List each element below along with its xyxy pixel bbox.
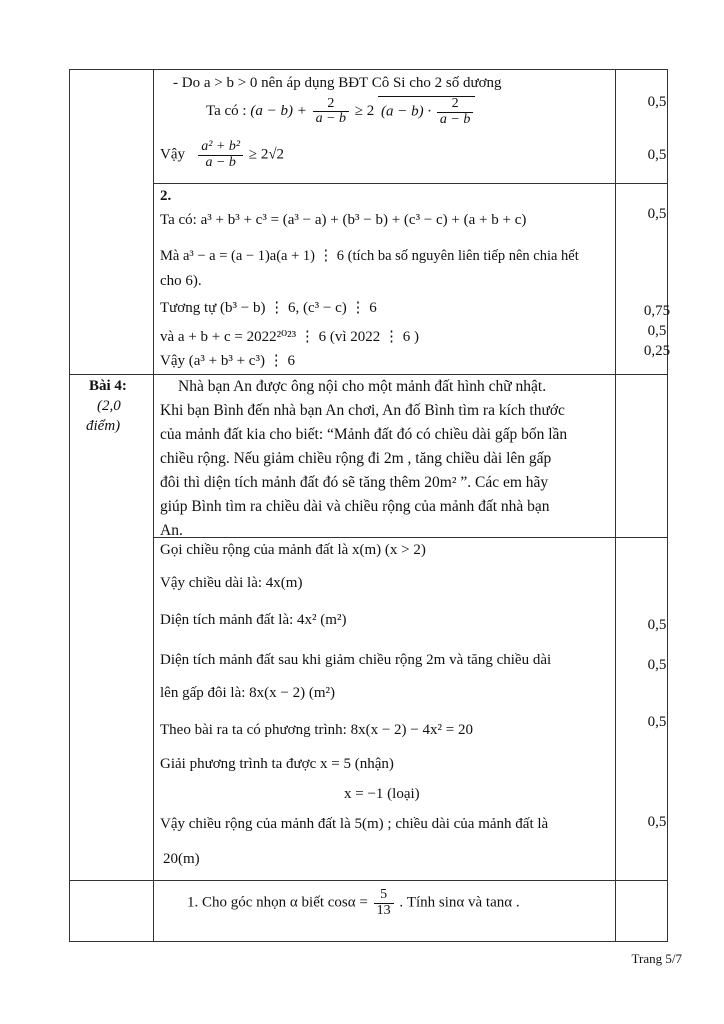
bai5-question: 1. Cho góc nhọn α biết cosα = $\frac{5}{13}$ . Tính sinα và tanα .: [187, 887, 520, 918]
solution-line: Diện tích mảnh đất sau khi giảm chiều rộng 2m và tăng chiều dài: [160, 652, 552, 668]
score: 0,5: [647, 657, 667, 673]
score: 0,5: [647, 206, 667, 222]
bai4-points-b: điểm): [86, 418, 121, 434]
bai4-problem: Nhà bạn An được ông nội cho một mảnh đất hình chữ nhật. Khi bạn Bình đến nhà bạn An chơi, An đố Bình tìm ra kích thước của mảnh đất kia cho biết: “Mảnh đất đó có chiều dài gấp bốn lần chiều rộng. Nếu giảm chiều rộng đi 2m , tăng chiều dài lên gấp đôi thì diện tích mảnh đất đó sẽ tăng thêm 20m² ”. Các em hãy giúp Bình tìm ra chiều dài và chiều rộng của mảnh đất nhà bạn An.: [160, 378, 568, 539]
solution-line: Diện tích mảnh đất là: 4x² (m²): [160, 612, 347, 628]
score: 0,5: [647, 714, 667, 730]
part2-label: 2.: [160, 188, 172, 204]
page-number: Trang 5/7: [631, 951, 682, 966]
score: 0,5: [647, 323, 667, 339]
part2-line5: Vậy (a³ + b³ + c³) ⋮ 6: [160, 353, 295, 369]
solution-line: 20(m): [163, 851, 200, 867]
bai4-label: Bài 4:: [89, 378, 127, 394]
solution-line: Theo bài ra ta có phương trình: 8x(x − 2) − 4x² = 20: [160, 722, 473, 738]
part1-line2: Ta có : (a − b) + $\frac{2}{a - b}$ ≥ 2 (a − b) · $\frac{2}{a - b}$: [206, 96, 475, 127]
part1-line3: Vậy $\frac{\text{a² + b²}}{a - b}$ ≥ 2√2: [160, 139, 285, 170]
part2-line4: và a + b + c = 2022²⁰²³ ⋮ 6 (vì 2022 ⋮ 6 ): [160, 329, 420, 345]
solution-line: Giải phương trình ta được x = 5 (nhận): [160, 756, 394, 772]
score: 0,5: [647, 617, 667, 633]
part2-line1: Ta có: a³ + b³ + c³ = (a³ − a) + (b³ − b) + (c³ − c) + (a + b + c): [160, 212, 527, 228]
score: 0,25: [643, 343, 671, 359]
part2-line2b: cho 6).: [160, 273, 202, 289]
solution-line: lên gấp đôi là: 8x(x − 2) (m²): [160, 685, 335, 701]
score: 0,75: [643, 303, 671, 319]
part2-line3: Tương tự (b³ − b) ⋮ 6, (c³ − c) ⋮ 6: [160, 300, 377, 316]
solution-line: Vậy chiều dài là: 4x(m): [160, 575, 303, 591]
part1-line1: - Do a > b > 0 nên áp dụng BĐT Cô Si cho 2 số dương: [173, 75, 502, 91]
solution-line: x = −1 (loại): [344, 786, 420, 802]
solution-line: Vậy chiều rộng của mảnh đất là 5(m) ; chiều dài của mảnh đất là: [160, 816, 549, 832]
score: 0,5: [647, 147, 667, 163]
score: 0,5: [647, 94, 667, 110]
score: 0,5: [647, 814, 667, 830]
solution-line: Gọi chiều rộng của mảnh đất là x(m) (x > 2): [160, 542, 426, 558]
part2-line2a: Mà a³ − a = (a − 1)a(a + 1) ⋮ 6 (tích ba số nguyên liên tiếp nên chia hết: [160, 248, 579, 264]
bai4-points-a: (2,0: [97, 398, 121, 414]
